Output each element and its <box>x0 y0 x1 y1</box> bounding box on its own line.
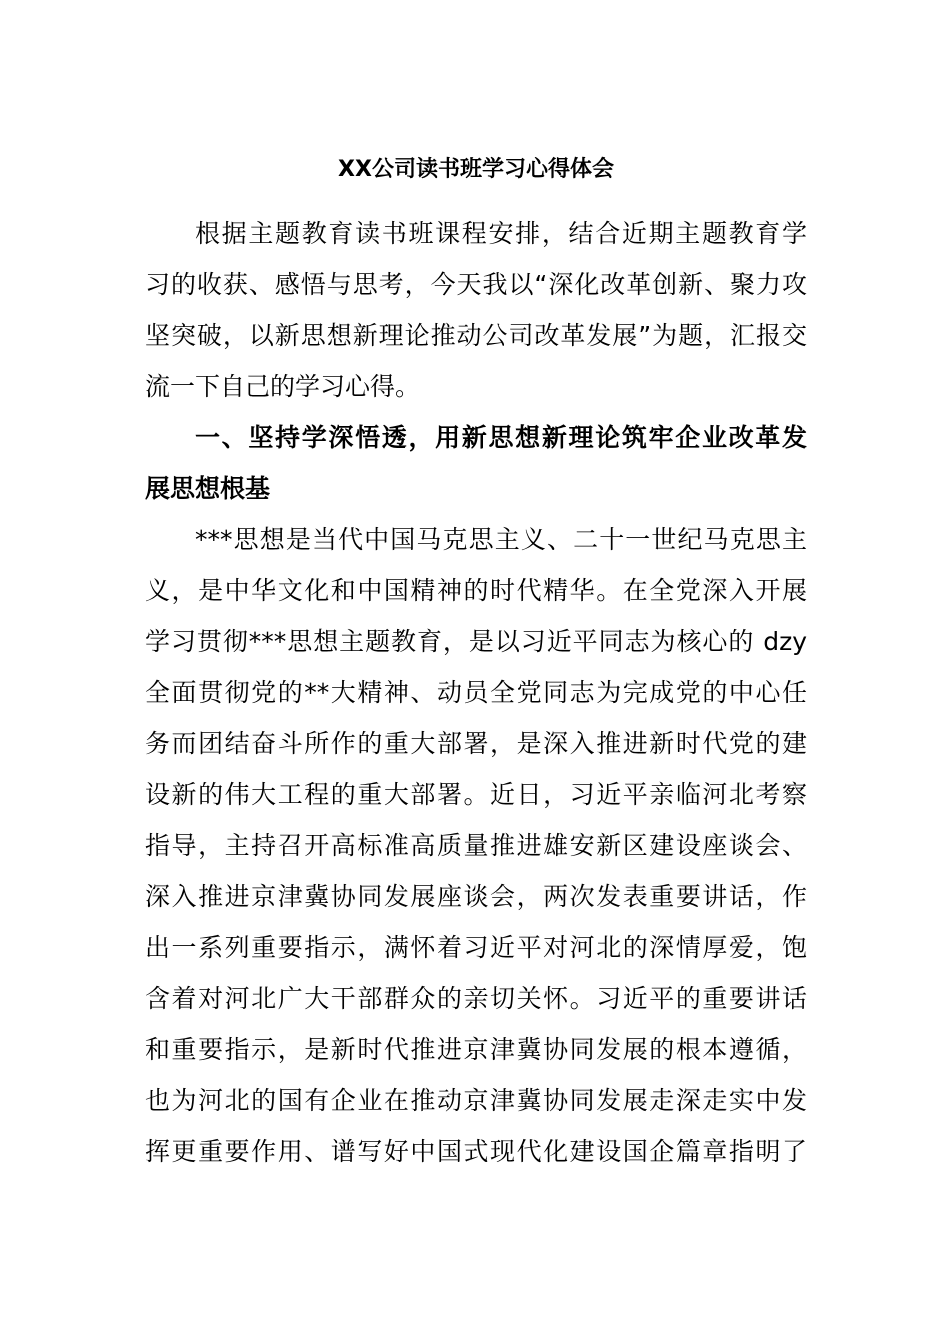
document-page <box>145 150 807 1177</box>
paragraph-line: 深入推进京津冀协同发展座谈会，两次发表重要讲话，作 <box>145 882 807 911</box>
heading-line: 一、坚持学深悟透，用新思想新理论筑牢企业改革发 <box>195 423 807 452</box>
paragraph-line: 根据主题教育读书班课程安排，结合近期主题教育学 <box>195 219 807 248</box>
intro-paragraph <box>145 208 807 412</box>
paragraph-line: 习的收获、感悟与思考，今天我以“深化改革创新、聚力攻 <box>145 270 807 299</box>
section-heading <box>145 412 807 514</box>
paragraph-line: ***思想是当代中国马克思主义、二十一世纪马克思主 <box>195 525 807 554</box>
paragraph-line: 流一下自己的学习心得。 <box>145 372 421 401</box>
body-paragraph <box>145 514 807 1177</box>
paragraph-line: 指导，主持召开高标准高质量推进雄安新区建设座谈会、 <box>145 831 807 860</box>
paragraph-line: 也为河北的国有企业在推动京津冀协同发展走深走实中发 <box>145 1086 807 1115</box>
heading-line: 展思想根基 <box>145 474 271 503</box>
paragraph-line: 设新的伟大工程的重大部署。近日，习近平亲临河北考察 <box>145 780 807 809</box>
paragraph-line: 出一系列重要指示，满怀着习近平对河北的深情厚爱，饱 <box>145 933 807 962</box>
paragraph-line: 义，是中华文化和中国精神的时代精华。在全党深入开展 <box>145 576 807 605</box>
paragraph-line: 务而团结奋斗所作的重大部署，是深入推进新时代党的建 <box>145 729 807 758</box>
paragraph-line: 全面贯彻党的**大精神、动员全党同志为完成党的中心任 <box>145 678 807 707</box>
paragraph-line: 学习贯彻***思想主题教育，是以习近平同志为核心的 dzy <box>145 627 807 656</box>
paragraph-line: 挥更重要作用、谱写好中国式现代化建设国企篇章指明了 <box>145 1137 807 1166</box>
document-title: XX公司读书班学习心得体会 <box>338 157 614 182</box>
paragraph-line: 和重要指示，是新时代推进京津冀协同发展的根本遵循， <box>145 1035 807 1064</box>
paragraph-line: 坚突破，以新思想新理论推动公司改革发展”为题，汇报交 <box>145 321 807 350</box>
paragraph-line: 含着对河北广大干部群众的亲切关怀。习近平的重要讲话 <box>145 984 807 1013</box>
